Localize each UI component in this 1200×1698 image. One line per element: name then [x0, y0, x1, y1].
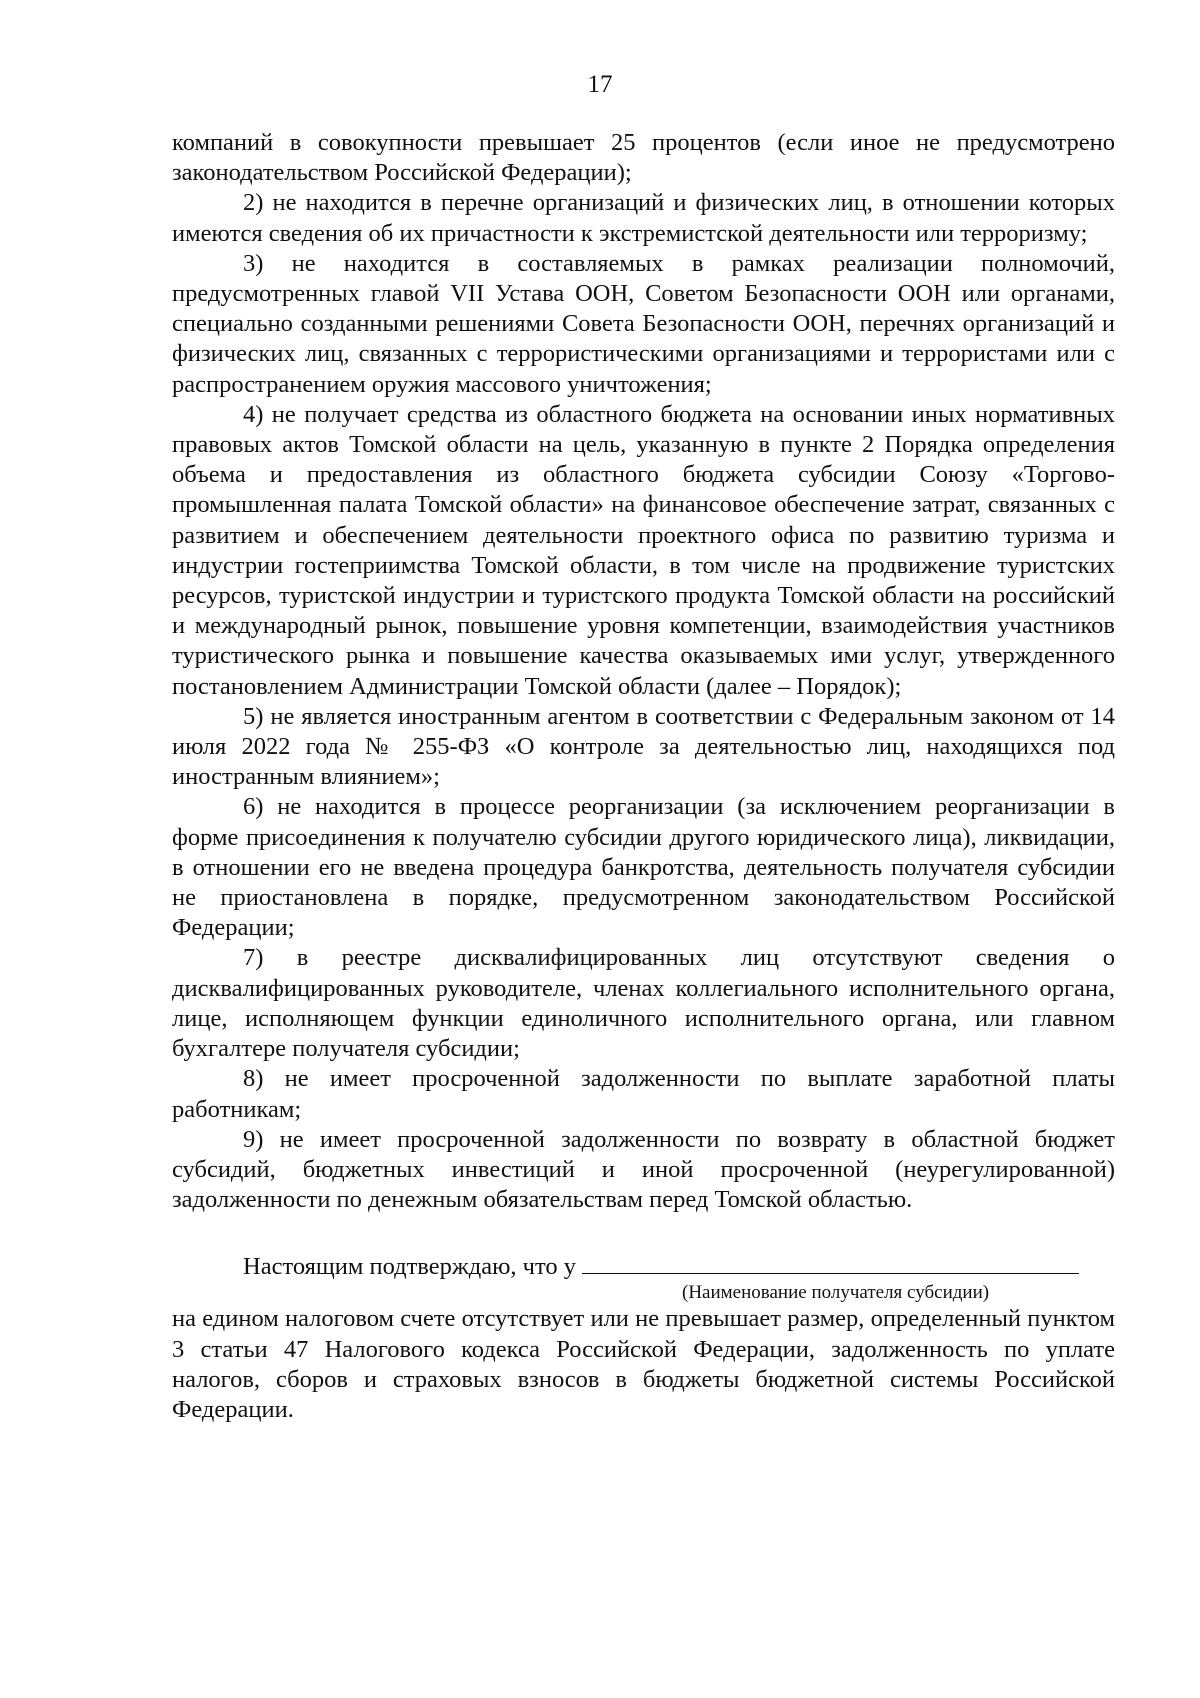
paragraph-item-7: 7) в реестре дисквалифицированных лиц отсутствуют сведения о дисквалифицированных руководителе, членах коллегиального исполнительного органа, лице, исполняющем функции единоличного исполнительного органа, или главном бухгалтере получателя субсидии; — [172, 944, 1115, 1063]
paragraph-item-9: 9) не имеет просроченной задолженности по возврату в областной бюджет субсидий, бюджетных инвестиций и иной просроченной (неурегулированной) задолженности по денежным обязательствам перед Томской областью. — [172, 1125, 1115, 1214]
paragraph-1: компаний в совокупности превышает 25 процентов (если иное не предусмотрено законодательством Российской Федерации); — [172, 129, 1115, 187]
paragraph-item-2: 2) не находится в перечне организаций и физических лиц, в отношении которых имеются сведения об их причастности к экстремистской деятельности или терроризму; — [172, 189, 1115, 247]
paragraph-item-4: 4) не получает средства из областного бюджета на основании иных нормативных правовых актов Томской области на цель, указанную в пункте 2 Порядка определения объема и предоставления из областного бюджета субсидии Союзу «Торгово-промышленная палата Томской области» на финансовое обеспечение затрат, связанных с развитием и обеспечением деятельности проектного офиса по развитию туризма и индустрии гостеприимства Томской области, в том числе на продвижение туристских ресурсов, туристской индустрии и туристского продукта Томской области на российский и международный рынок, повышение уровня компетенции, взаимодействия участников туристического рынка и повышение качества оказываемых ими услуг, утвержденного постановлением Администрации Томской области (далее – Порядок); — [172, 400, 1115, 700]
paragraph-item-6: 6) не находится в процессе реорганизации (за исключением реорганизации в форме присоединения к получателю субсидии другого юридического лица), ликвидации, в отношении его не введена процедура банкротства, деятельность получателя субсидии не приостановлена в порядке, предусмотренном законодательством Российской Федерации; — [172, 793, 1115, 942]
paragraph-item-5: 5) не является иностранным агентом в соответствии с Федеральным законом от 14 июля 2022 года № 255-ФЗ «О контроле за деятельностью лиц, находящихся под иностранным влиянием»; — [172, 702, 1115, 791]
confirmation-lead: Настоящим подтверждаю, что у — [243, 1253, 577, 1281]
paragraph-item-3: 3) не находится в составляемых в рамках реализации полномочий, предусмотренных главой VII Устава ООН, Советом Безопасности ООН или органами, специально созданными решениями Совета Безопасности ООН, перечнях организаций и физических лиц, связанных с террористическими организациями и террористами или с распространением оружия массового уничтожения; — [172, 249, 1115, 398]
recipient-name-caption: (Наименование получателя субсидии) — [682, 1282, 990, 1304]
document-body — [172, 128, 1115, 1425]
paragraph-item-8: 8) не имеет просроченной задолженности по выплате заработной платы работникам; — [172, 1065, 1115, 1123]
confirmation-text: на едином налоговом счете отсутствует или не превышает размер, определенный пунктом 3 статьи 47 Налогового кодекса Российской Федерации, задолженность по уплате налогов, сборов и страховых взносов в бюджеты бюджетной системы Российской Федерации. — [172, 1305, 1115, 1423]
page-number: 17 — [587, 71, 613, 98]
recipient-name-blank[interactable] — [582, 1251, 1079, 1274]
confirmation-line — [172, 1251, 1115, 1282]
